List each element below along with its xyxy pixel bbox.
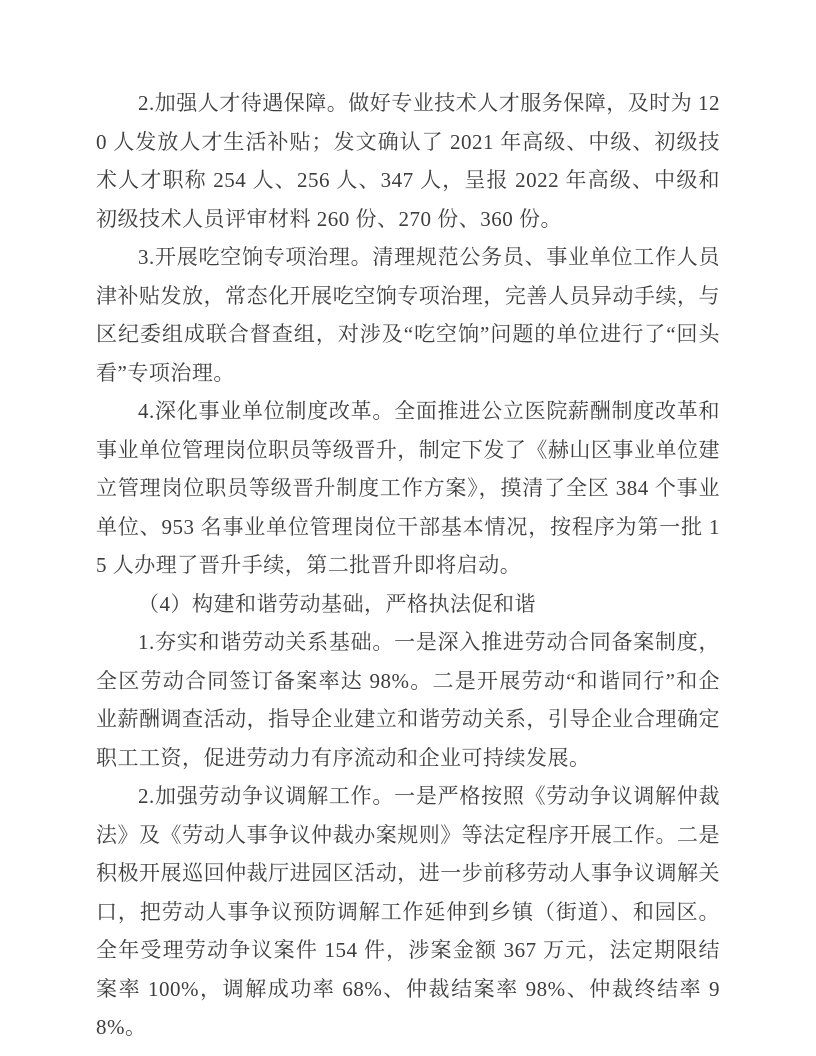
document-body xyxy=(96,84,720,1047)
paragraph-talent-support: 2.加强人才待遇保障。做好专业技术人才服务保障，及时为 120 人发放人才生活补贴；发文确认了 2021 年高级、中级、初级技术人才职称 254 人、256 人、347 人，呈报 2022 年高级、中级和初级技术人员评审材料 260 份、270 份、360 份。 xyxy=(96,91,720,231)
paragraph-ghost-payroll-treatment: 3.开展吃空饷专项治理。清理规范公务员、事业单位工作人员津补贴发放，常态化开展吃空饷专项治理，完善人员异动手续，与区纪委组成联合督查组，对涉及“吃空饷”问题的单位进行了“回头看”专项治理。 xyxy=(96,245,720,385)
paragraph-labor-dispute-mediation: 2.加强劳动争议调解工作。一是严格按照《劳动争议调解仲裁法》及《劳动人事争议仲裁办案规则》等法定程序开展工作。二是积极开展巡回仲裁厅进园区活动，进一步前移劳动人事争议调解关口，把劳动人事争议预防调解工作延伸到乡镇（街道）、和园区。全年受理劳动争议案件 154 件，涉案金额 367 万元，法定期限结案率 100%，调解成功率 68%、仲裁结案率 98%、仲裁终结率 98%。 xyxy=(96,784,720,1039)
section-heading-harmonious-labor: （4）构建和谐劳动基础，严格执法促和谐 xyxy=(138,591,536,616)
paragraph-labor-relations: 1.夯实和谐劳动关系基础。一是深入推进劳动合同备案制度，全区劳动合同签订备案率达 98%。二是开展劳动“和谐同行”和企业薪酬调查活动，指导企业建立和谐劳动关系，引导企业合理确定职工工资，促进劳动力有序流动和企业可持续发展。 xyxy=(96,630,720,770)
paragraph-institution-reform: 4.深化事业单位制度改革。全面推进公立医院薪酬制度改革和事业单位管理岗位职员等级晋升，制定下发了《赫山区事业单位建立管理岗位职员等级晋升制度工作方案》，摸清了全区 384 个事业单位、953 名事业单位管理岗位干部基本情况，按程序为第一批 15 人办理了晋升手续，第二批晋升即将启动。 xyxy=(96,399,720,577)
